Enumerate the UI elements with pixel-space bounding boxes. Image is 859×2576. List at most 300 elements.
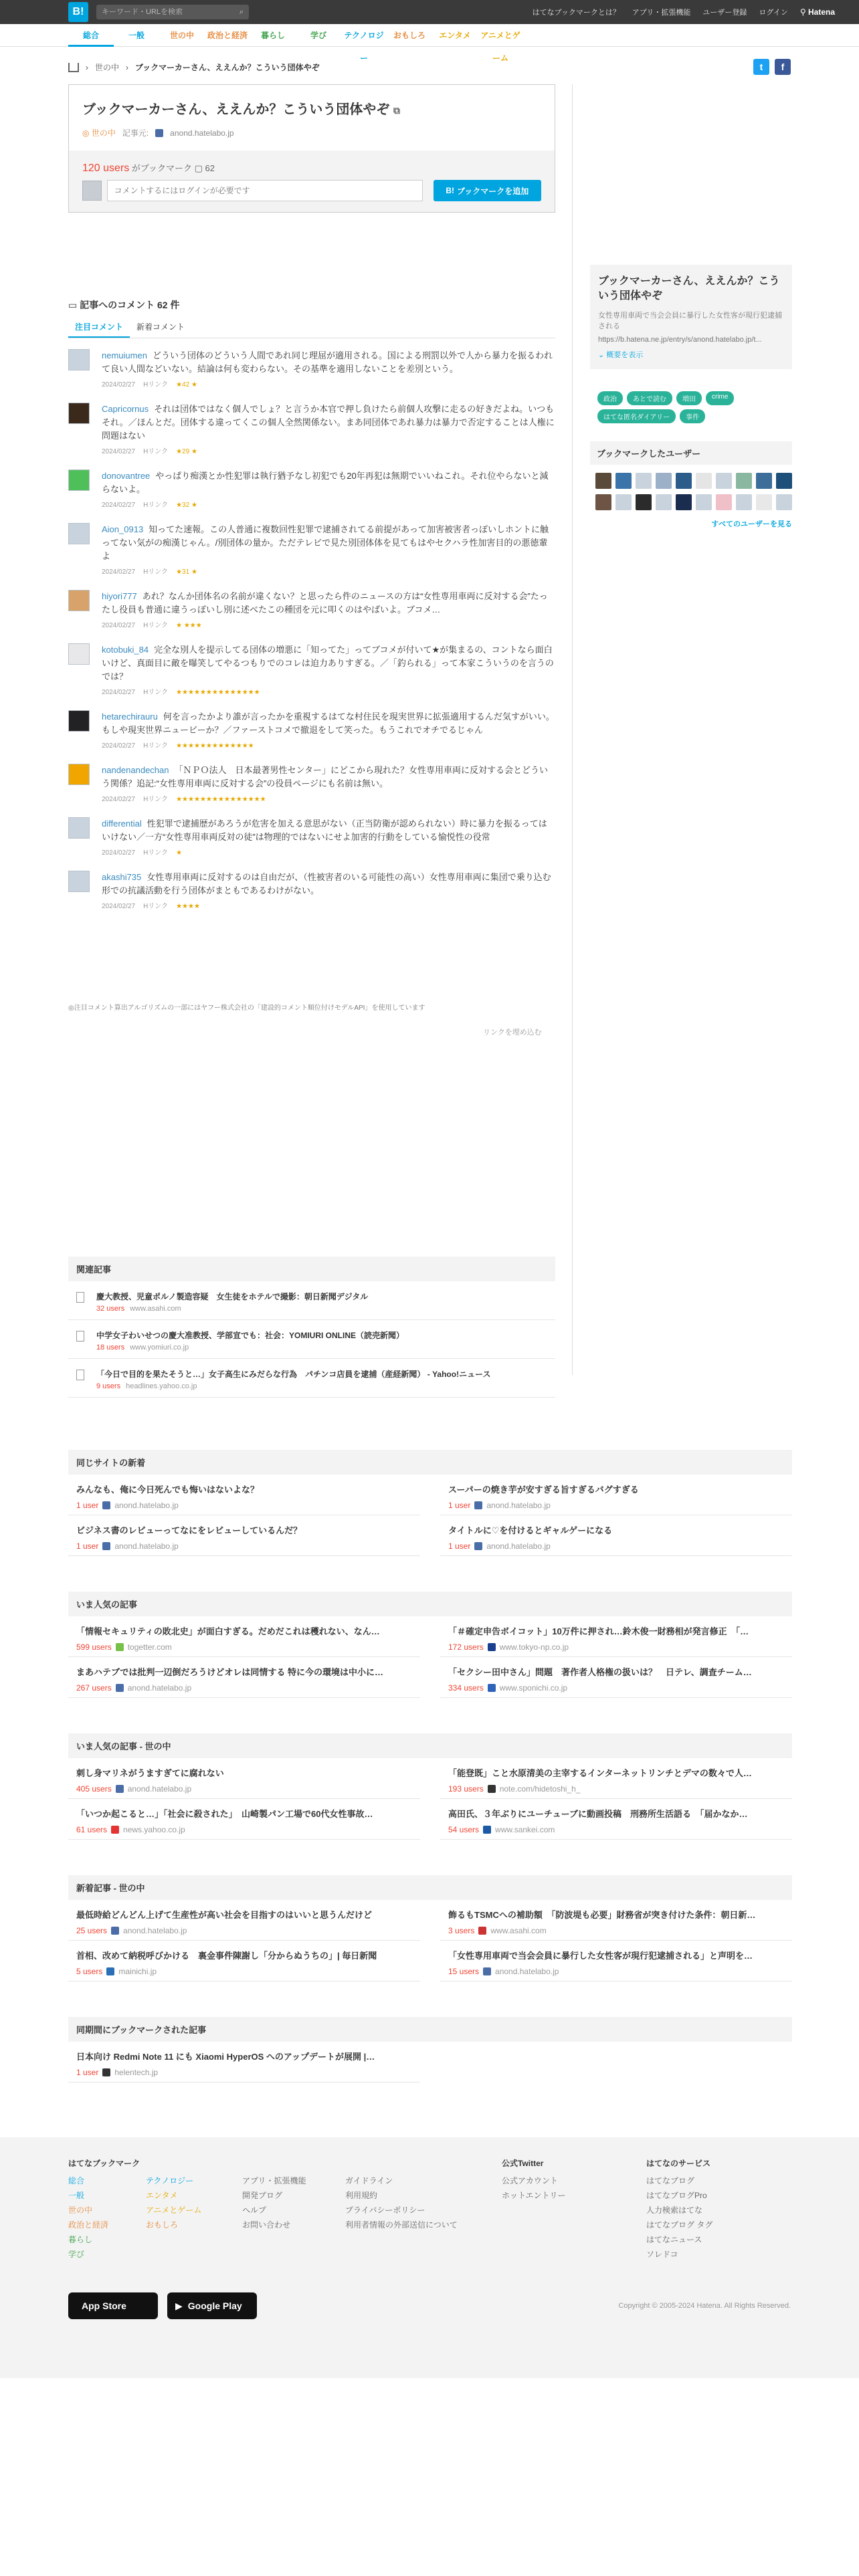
site-favicon (116, 1684, 124, 1692)
users-count[interactable]: 1 user (76, 2068, 99, 2077)
summary-url[interactable]: https://b.hatena.ne.jp/entry/s/anond.hatelabo.jp/t... (598, 336, 762, 344)
tag-item[interactable]: あとで読む (627, 391, 672, 405)
article-title[interactable]: 最低時給どんどん上げて生産性が高い社会を目指すのはいいと思うんだけど (76, 1910, 373, 1920)
source-domain[interactable]: note.com/hidetoshi_h_ (499, 1784, 581, 1794)
star-count[interactable]: ★ (176, 849, 183, 857)
entry-title[interactable] (82, 98, 541, 118)
footer-col-2 (146, 2173, 201, 2232)
bookmarked-users (590, 441, 792, 529)
comment-date[interactable]: 2024/02/27 (102, 689, 136, 696)
article-title[interactable]: みんなも、俺に今日死んでも悔いはないよな？ (76, 1485, 260, 1495)
breadcrumb-separator: › (126, 62, 129, 72)
article-meta (448, 1967, 784, 1976)
comment-date[interactable]: 2024/02/27 (102, 742, 136, 750)
users-count[interactable]: 25 users (76, 1926, 108, 1935)
related-content (96, 1329, 404, 1352)
article-title[interactable]: 「いつか起こると…」「社会に殺された」 山崎製パン工場で60代女性事故… (76, 1809, 373, 1819)
article-title[interactable]: まあハテブでは批判一辺倒だろうけどオレは同情する 特に今の環境は中小に… (76, 1667, 384, 1677)
users-count[interactable]: 3 users (448, 1926, 475, 1935)
source-domain[interactable]: anond.hatelabo.jp (486, 1541, 551, 1551)
users-count[interactable]: 1 user (448, 1501, 471, 1510)
footer-link[interactable]: 学び (68, 2250, 85, 2259)
related-content (96, 1291, 368, 1313)
article-item[interactable] (440, 1475, 792, 1515)
source-domain[interactable]: www.asahi.com (490, 1926, 547, 1935)
article-item[interactable] (440, 1758, 792, 1799)
article-title[interactable]: 「情報セキュリティの敗北史」が面白すぎる。だめだこれは穫れない、なん… (76, 1626, 380, 1636)
users-count[interactable]: 1 user (76, 1501, 99, 1510)
footer-link[interactable]: 利用規約 (345, 2191, 378, 2200)
users-count[interactable]: 405 users (76, 1784, 112, 1794)
comment-user[interactable]: Capricornus (102, 404, 149, 414)
article-item[interactable] (440, 1941, 792, 1981)
article-meta (76, 1642, 412, 1652)
avatar[interactable] (716, 473, 732, 489)
related-title[interactable]: 中学女子わいせつの慶大准教授、学部宣でも：社会：YOMIURI ONLINE（読売新聞） (96, 1331, 405, 1340)
breadcrumb-separator: › (86, 62, 88, 72)
site-favicon (488, 1643, 496, 1651)
external-link-icon[interactable]: ⧉ (393, 105, 400, 116)
avatar[interactable] (636, 494, 652, 510)
avatar (82, 181, 102, 201)
tag-item[interactable]: 増田 (676, 391, 702, 405)
add-bookmark-label: ブックマークを追加 (457, 186, 529, 196)
bookmark-summary (82, 161, 541, 175)
article-grid (68, 1616, 792, 1698)
avatar[interactable] (696, 494, 712, 510)
related-title[interactable]: 「今日で目的を果たそうと…」女子高生にみだらな行為 パチンコ店員を逮捕（産経新聞） - Yahoo!ニュース (96, 1370, 491, 1379)
footer-link[interactable]: ヘルプ (242, 2206, 267, 2215)
footer-col-4 (345, 2173, 458, 2232)
hatena-bookmark-logo[interactable]: B! (68, 2, 88, 22)
star-count[interactable]: ★★★★ (176, 903, 200, 910)
section-heading: 同じサイトの新着 (68, 1450, 792, 1475)
article-meta (76, 1784, 412, 1794)
tag-item[interactable]: 事件 (680, 409, 705, 423)
footer-link[interactable]: 暮らし (68, 2235, 93, 2244)
comments-section (68, 298, 555, 914)
site-favicon (478, 1927, 486, 1935)
avatar[interactable] (68, 710, 90, 732)
article-meta (448, 1825, 784, 1834)
google-play-text: Google Play (187, 2300, 242, 2311)
footer-link[interactable]: テクノロジー (146, 2176, 194, 2185)
article-item[interactable] (440, 1657, 792, 1698)
star-count[interactable]: ★29 ★ (176, 448, 197, 455)
tab-category-4[interactable]: 暮らし (260, 30, 285, 40)
avatar[interactable] (68, 764, 90, 785)
avatar[interactable] (615, 473, 632, 489)
article-grid (68, 2042, 792, 2082)
comment-user[interactable]: Aion_0913 (102, 524, 144, 534)
article-meta (448, 1683, 784, 1693)
source-domain[interactable]: anond.hatelabo.jp (127, 1784, 192, 1794)
source-domain[interactable]: togetter.com (127, 1642, 172, 1652)
article-item[interactable] (68, 1657, 420, 1698)
category-tag[interactable]: ◎ 世の中 (82, 128, 116, 138)
avatar[interactable] (68, 643, 90, 665)
comment-date[interactable]: 2024/02/27 (102, 849, 136, 857)
comment-user[interactable]: hetarechirauru (102, 712, 158, 722)
comment-date[interactable]: 2024/02/27 (102, 448, 136, 455)
about-link[interactable]: はてなブックマークとは？ (532, 9, 620, 17)
users-count[interactable]: 1 user (76, 1541, 99, 1551)
tab-category-8[interactable]: エンタメ (439, 30, 471, 40)
related-title[interactable]: 慶大教授、児童ポルノ製造容疑 女生徒をホテルで撮影：朝日新聞デジタル (96, 1292, 369, 1301)
avatar[interactable] (595, 494, 611, 510)
summary-title[interactable]: ブックマーカーさん、ええんか？こういう団体やぞ (598, 276, 780, 302)
comment-body (102, 643, 555, 700)
footer-link[interactable]: お問い合わせ (242, 2220, 291, 2230)
footer-link[interactable]: 人力検索はてな (646, 2206, 703, 2215)
show-summary-link[interactable]: ⌄ 概要を表示 (598, 351, 644, 359)
footer-link[interactable]: はてなブログPro (646, 2191, 707, 2200)
related-articles (68, 1257, 555, 1398)
comment-meta (102, 445, 555, 459)
star-count[interactable]: ★★★★★★★★★★★★★★ (176, 689, 260, 696)
star-count[interactable]: ★31 ★ (176, 568, 197, 576)
star-count[interactable]: ★★★★★★★★★★★★★★★ (176, 796, 266, 803)
comment-via[interactable]: Hリンク (143, 381, 169, 389)
entry-title-text[interactable]: ブックマーカーさん、ええんか？こういう団体やぞ (82, 102, 390, 117)
tag-item[interactable]: crime (706, 391, 734, 405)
users-count[interactable]: 18 users (96, 1344, 125, 1352)
source-domain[interactable]: anond.hatelabo.jp (114, 1541, 179, 1551)
footer-link[interactable]: エンタメ (146, 2191, 178, 2200)
comment-text: それは団体ではなく個人でしょ？と言うか本官で押し負けたら前個人攻撃に走るの好きだよね。いつもそれ。／ほんとだ。団体する違ってくこの個人全然関係ない。まあ同団体であれ暴力は暴力で否定することは人権に問題はない (102, 404, 555, 441)
comment-text: 知ってた速報。この人普通に複数回性犯罪で逮捕されてる前提があって加害被害者っぽいしホントに触ってない気がの痴漢じゃん。/別団体の量か。ただテレビで見た別団体体を見てもはやセクハラ性加害目的の悪徳輩よ (102, 524, 549, 561)
comment-via[interactable]: Hリンク (143, 568, 169, 576)
footer-link[interactable]: ソレドコ (646, 2250, 678, 2259)
facebook-share-icon[interactable]: f (775, 59, 791, 75)
article-item[interactable] (68, 1515, 420, 1556)
source-domain[interactable]: helentech.jp (114, 2068, 159, 2077)
source-domain[interactable]: headlines.yahoo.co.jp (126, 1382, 197, 1390)
article-title[interactable]: 日本向け Redmi Note 11 にも Xiaomi HyperOS へのアップデートが展開 |… (76, 2052, 375, 2062)
breadcrumb-category[interactable]: 世の中 (95, 63, 120, 72)
search-box[interactable] (96, 5, 249, 19)
article-item[interactable] (68, 1799, 420, 1840)
users-count[interactable]: 172 users (448, 1642, 484, 1652)
tab-category-3[interactable]: 政治と経済 (207, 30, 248, 40)
footer-link[interactable]: おもしろ (146, 2220, 179, 2230)
avatar[interactable] (736, 494, 752, 510)
avatar[interactable] (736, 473, 752, 489)
users-count[interactable]: 9 users (96, 1382, 121, 1390)
copyright: Copyright © 2005-2024 Hatena. All Rights Reserved. (618, 2302, 791, 2310)
comment-text: 何を言ったかより誰が言ったかを重視するはてな村住民を現実世界に拡張適用するんだ気すがいい。もしや現実世界ニュービーか？／ファーストコメで撤退をして笑った。もうこれでオチでるじゃん (102, 712, 555, 735)
avatar[interactable] (68, 349, 90, 370)
avatar[interactable] (68, 403, 90, 424)
footer-link[interactable]: 政治と経済 (68, 2220, 109, 2230)
article-item[interactable] (68, 1616, 420, 1657)
related-meta (96, 1382, 490, 1390)
star-count[interactable]: ★★★★★★★★★★★★★ (176, 742, 254, 750)
article-title[interactable]: 「能登既」こと水原清美の主宰するインターネットリンチとデマの数々で人… (448, 1768, 752, 1778)
article-meta (448, 1784, 784, 1794)
related-meta (96, 1344, 404, 1352)
avatar[interactable] (68, 469, 90, 491)
comment-date[interactable]: 2024/02/27 (102, 568, 136, 576)
play-icon: ▶ (175, 2300, 183, 2311)
site-favicon (488, 1785, 496, 1793)
tab-category-5[interactable]: 学び (310, 30, 326, 40)
source-domain[interactable]: mainichi.jp (118, 1967, 157, 1976)
star-count[interactable]: ★32 ★ (176, 502, 197, 509)
avatar[interactable] (68, 590, 90, 611)
tab-category-9[interactable]: アニメとゲーム (480, 30, 520, 63)
star-count[interactable]: ★42 ★ (176, 381, 197, 389)
avatar[interactable] (776, 473, 792, 489)
avatar[interactable] (68, 871, 90, 892)
footer-link[interactable]: 一般 (68, 2191, 85, 2200)
article-title[interactable]: 飾るもTSMCへの補助額 「防波堤も必要」財務省が突き付けた条件：朝日新… (448, 1910, 756, 1920)
tab-category-6[interactable]: テクノロジー (344, 30, 384, 63)
article-title[interactable]: ビジネス書のレビューってなにをレビューしているんだ？ (76, 1525, 302, 1535)
search-icon[interactable]: ⌕ (239, 7, 244, 16)
site-favicon (102, 1542, 110, 1550)
footer-link[interactable]: 世の中 (68, 2206, 93, 2215)
source-domain[interactable]: anond.hatelabo.jp (495, 1967, 559, 1976)
avatar[interactable] (636, 473, 652, 489)
article-meta (76, 2068, 412, 2077)
footer-link[interactable]: ホットエントリー (502, 2191, 566, 2200)
footer-link[interactable]: プライバシーポリシー (345, 2206, 425, 2215)
comment-date[interactable]: 2024/02/27 (102, 622, 136, 629)
comment-item (68, 349, 555, 392)
comment-input[interactable] (107, 180, 423, 201)
source-domain[interactable]: news.yahoo.co.jp (123, 1825, 185, 1834)
avatar[interactable] (676, 494, 692, 510)
comment-meta (102, 566, 555, 579)
comment-date[interactable]: 2024/02/27 (102, 796, 136, 803)
users-count[interactable]: 15 users (448, 1967, 480, 1976)
global-header (0, 0, 859, 24)
tab-category-2[interactable]: 世の中 (169, 30, 194, 40)
tab-category-1[interactable]: 一般 (128, 30, 145, 40)
article-meta (448, 1926, 784, 1935)
source-domain[interactable]: anond.hatelabo.jp (170, 128, 234, 138)
footer-link[interactable]: はてなブログ (646, 2176, 695, 2185)
article-item[interactable] (68, 1941, 420, 1981)
related-item[interactable] (68, 1281, 555, 1320)
source-favicon (155, 129, 163, 137)
article-title[interactable]: タイトルに♡を付けるとギャルゲーになる (448, 1525, 613, 1535)
comment-count: 62 (205, 163, 215, 173)
all-users-link[interactable]: すべてのユーザーを見る (711, 520, 792, 528)
users-count[interactable]: 54 users (448, 1825, 480, 1834)
article-item[interactable] (440, 1616, 792, 1657)
related-item[interactable] (68, 1359, 555, 1398)
article-title[interactable]: 「＃確定申告ボイコット」10万件に押され…鈴木俊一財務相が発言修正 「… (448, 1626, 749, 1636)
comment-via[interactable]: Hリンク (143, 502, 169, 509)
avatar[interactable] (716, 494, 732, 510)
comment-user[interactable]: differential (102, 819, 142, 829)
section-heading: 同期間にブックマークされた記事 (68, 2017, 792, 2042)
footer-heading: はてなブックマーク (68, 2159, 140, 2168)
search-input[interactable] (102, 8, 229, 16)
article-item[interactable] (68, 1900, 420, 1941)
hatena-brand[interactable]: ⚲ Hatena (799, 7, 835, 17)
tab-popular-comments[interactable]: 注目コメント (68, 321, 130, 338)
comment-meta (102, 686, 555, 700)
tag-item[interactable]: はてな匿名ダイアリー (597, 409, 676, 423)
comment-item (68, 871, 555, 914)
article-meta (76, 1501, 412, 1510)
source-domain[interactable]: www.yomiuri.co.jp (130, 1344, 189, 1352)
article-item[interactable] (440, 1900, 792, 1941)
comment-text: 「ＮＰＯ法人 日本最著男性センター」にどこから現れた？女性専用車両に反対する会とどういう関係？追記:“女性専用車両に反対する会”の役員ページにも名前は無い。 (102, 765, 548, 788)
source-domain[interactable]: www.tokyo-np.co.jp (499, 1642, 569, 1652)
article-item[interactable] (68, 2042, 420, 2082)
source-domain[interactable]: anond.hatelabo.jp (114, 1501, 179, 1510)
comment-item (68, 590, 555, 633)
users-count[interactable]: 334 users (448, 1683, 484, 1693)
article-section (68, 1875, 792, 1981)
comment-user[interactable]: hiyori777 (102, 591, 137, 601)
comment-item (68, 403, 555, 459)
login-link[interactable]: ログイン (759, 9, 788, 17)
comment-via[interactable]: Hリンク (143, 849, 169, 857)
footer-link[interactable]: アニメとゲーム (146, 2206, 202, 2215)
avatar[interactable] (595, 473, 611, 489)
source-domain[interactable]: anond.hatelabo.jp (123, 1926, 187, 1935)
avatar[interactable] (676, 473, 692, 489)
article-title[interactable]: スーパーの焼き芋が安すぎる旨すぎるバグすぎる (448, 1485, 639, 1495)
related-content (96, 1368, 490, 1390)
source-domain[interactable]: www.sankei.com (495, 1825, 555, 1834)
twitter-share-icon[interactable]: t (753, 59, 769, 75)
apps-link[interactable]: アプリ・拡張機能 (632, 9, 691, 17)
tab-new-comments[interactable]: 新着コメント (136, 322, 185, 332)
related-item[interactable] (68, 1320, 555, 1359)
article-section (68, 1592, 792, 1698)
comment-body (102, 403, 555, 459)
users-count[interactable]: 193 users (448, 1784, 484, 1794)
avatar[interactable] (656, 473, 672, 489)
article-meta (76, 1926, 412, 1935)
site-favicon (111, 1826, 119, 1834)
footer-link[interactable]: 公式アカウント (502, 2176, 558, 2185)
star-count[interactable]: ★ ★★★ (176, 622, 202, 629)
article-item[interactable] (440, 1515, 792, 1556)
comment-via[interactable]: Hリンク (143, 903, 169, 910)
article-title[interactable]: 首相、改めて納税呼びかける 裏金事件陳謝し「分からぬうちの」| 毎日新聞 (76, 1951, 377, 1961)
comment-date[interactable]: 2024/02/27 (102, 381, 136, 389)
footer-link[interactable]: 総合 (68, 2176, 85, 2185)
article-item[interactable] (68, 1758, 420, 1799)
article-grid (68, 1758, 792, 1840)
source-domain[interactable]: www.asahi.com (130, 1305, 181, 1313)
comment-user[interactable]: nemuiumen (102, 350, 147, 360)
comment-meta (102, 793, 555, 807)
avatar[interactable] (656, 494, 672, 510)
comment-meta (102, 900, 555, 914)
users-count[interactable]: 120 users (82, 163, 130, 174)
article-meta (76, 1967, 412, 1976)
avatar[interactable] (68, 523, 90, 544)
footer-link[interactable]: はてなニュース (646, 2235, 702, 2244)
comment-user[interactable]: kotobuki_84 (102, 645, 149, 655)
site-favicon (116, 1785, 124, 1793)
users-count[interactable]: 267 users (76, 1683, 112, 1693)
signup-link[interactable]: ユーザー登録 (702, 9, 747, 17)
comment-item (68, 643, 555, 700)
tab-category-0[interactable]: 総合 (68, 24, 114, 47)
avatar[interactable] (615, 494, 632, 510)
entry-card (68, 84, 555, 213)
comment-body (102, 469, 555, 512)
article-item[interactable] (440, 1799, 792, 1840)
google-play-badge[interactable] (167, 2292, 257, 2319)
footer-bookmark-col (68, 2156, 140, 2173)
comment-item (68, 764, 555, 807)
users-count[interactable]: 5 users (76, 1967, 103, 1976)
section-heading: いま人気の記事 - 世の中 (68, 1733, 792, 1758)
comment-date[interactable]: 2024/02/27 (102, 903, 136, 910)
avatar[interactable] (776, 494, 792, 510)
users-count[interactable]: 1 user (448, 1541, 471, 1551)
source-domain[interactable]: www.sponichi.co.jp (499, 1683, 568, 1693)
avatar[interactable] (68, 817, 90, 839)
tag-item[interactable]: 政治 (597, 391, 623, 405)
comment-meta (102, 847, 555, 860)
users-count[interactable]: 599 users (76, 1642, 112, 1652)
avatar[interactable] (756, 473, 772, 489)
comment-user[interactable]: donovantree (102, 471, 151, 481)
comment-body (102, 871, 555, 914)
home-icon[interactable] (68, 63, 79, 72)
source-domain[interactable]: anond.hatelabo.jp (127, 1683, 192, 1693)
add-bookmark-button[interactable]: B! ブックマークを追加 (434, 180, 541, 201)
comment-via[interactable]: Hリンク (143, 742, 169, 750)
app-store-badge[interactable] (68, 2292, 158, 2319)
comment-user[interactable]: nandenandechan (102, 765, 169, 775)
avatar[interactable] (696, 473, 712, 489)
footer-link[interactable]: ガイドライン (345, 2176, 393, 2185)
comment-via[interactable]: Hリンク (143, 448, 169, 455)
users-suffix: がブックマーク (131, 163, 192, 173)
comment-text: どういう団体のどういう人間であれ同じ理屈が適用される。国による刑罰以外で人から暴力を振るわれて良い人間などいない。結論は何も変わらない。その基準を適用しないことを差別という。 (102, 350, 553, 374)
article-section (68, 1733, 792, 1840)
comment-via[interactable]: Hリンク (143, 689, 169, 696)
footer-link[interactable]: 開発ブログ (242, 2191, 283, 2200)
embed-link[interactable]: リンクを埋め込む (483, 1029, 542, 1037)
article-title[interactable]: 刺し身マリネがうますぎてに腐れない (76, 1768, 224, 1778)
source-domain[interactable]: anond.hatelabo.jp (486, 1501, 551, 1510)
footer-link[interactable]: はてなブログ タグ (646, 2220, 713, 2230)
tab-category-7[interactable]: おもしろ (393, 30, 425, 40)
article-title[interactable]: 「女性専用車両で当会会員に暴行した女性客が現行犯逮捕される」と声明を… (448, 1951, 753, 1961)
site-favicon (474, 1501, 482, 1509)
article-item[interactable] (68, 1475, 420, 1515)
footer-link[interactable]: 利用者情報の外部送信について (345, 2220, 458, 2230)
comment-meta (102, 379, 555, 392)
comment-date[interactable]: 2024/02/27 (102, 502, 136, 509)
comment-via[interactable]: Hリンク (143, 622, 169, 629)
comment-via[interactable]: Hリンク (143, 796, 169, 803)
avatar[interactable] (756, 494, 772, 510)
users-count[interactable]: 61 users (76, 1825, 108, 1834)
comment-tabs (68, 321, 555, 338)
comment-user[interactable]: akashi735 (102, 872, 142, 882)
site-favicon (483, 1967, 491, 1975)
article-meta (76, 1683, 412, 1693)
footer-link[interactable]: アプリ・拡張機能 (242, 2176, 306, 2185)
article-title[interactable]: 「セクシー田中さん」問題 著作者人格権の扱いは？ 日テレ、調査チーム… (448, 1667, 752, 1677)
article-title[interactable]: 高田氏、３年ぶりにユーチューブに動画投稿 刑務所生活語る 「届かなか… (448, 1809, 748, 1819)
users-count[interactable]: 32 users (96, 1305, 125, 1313)
